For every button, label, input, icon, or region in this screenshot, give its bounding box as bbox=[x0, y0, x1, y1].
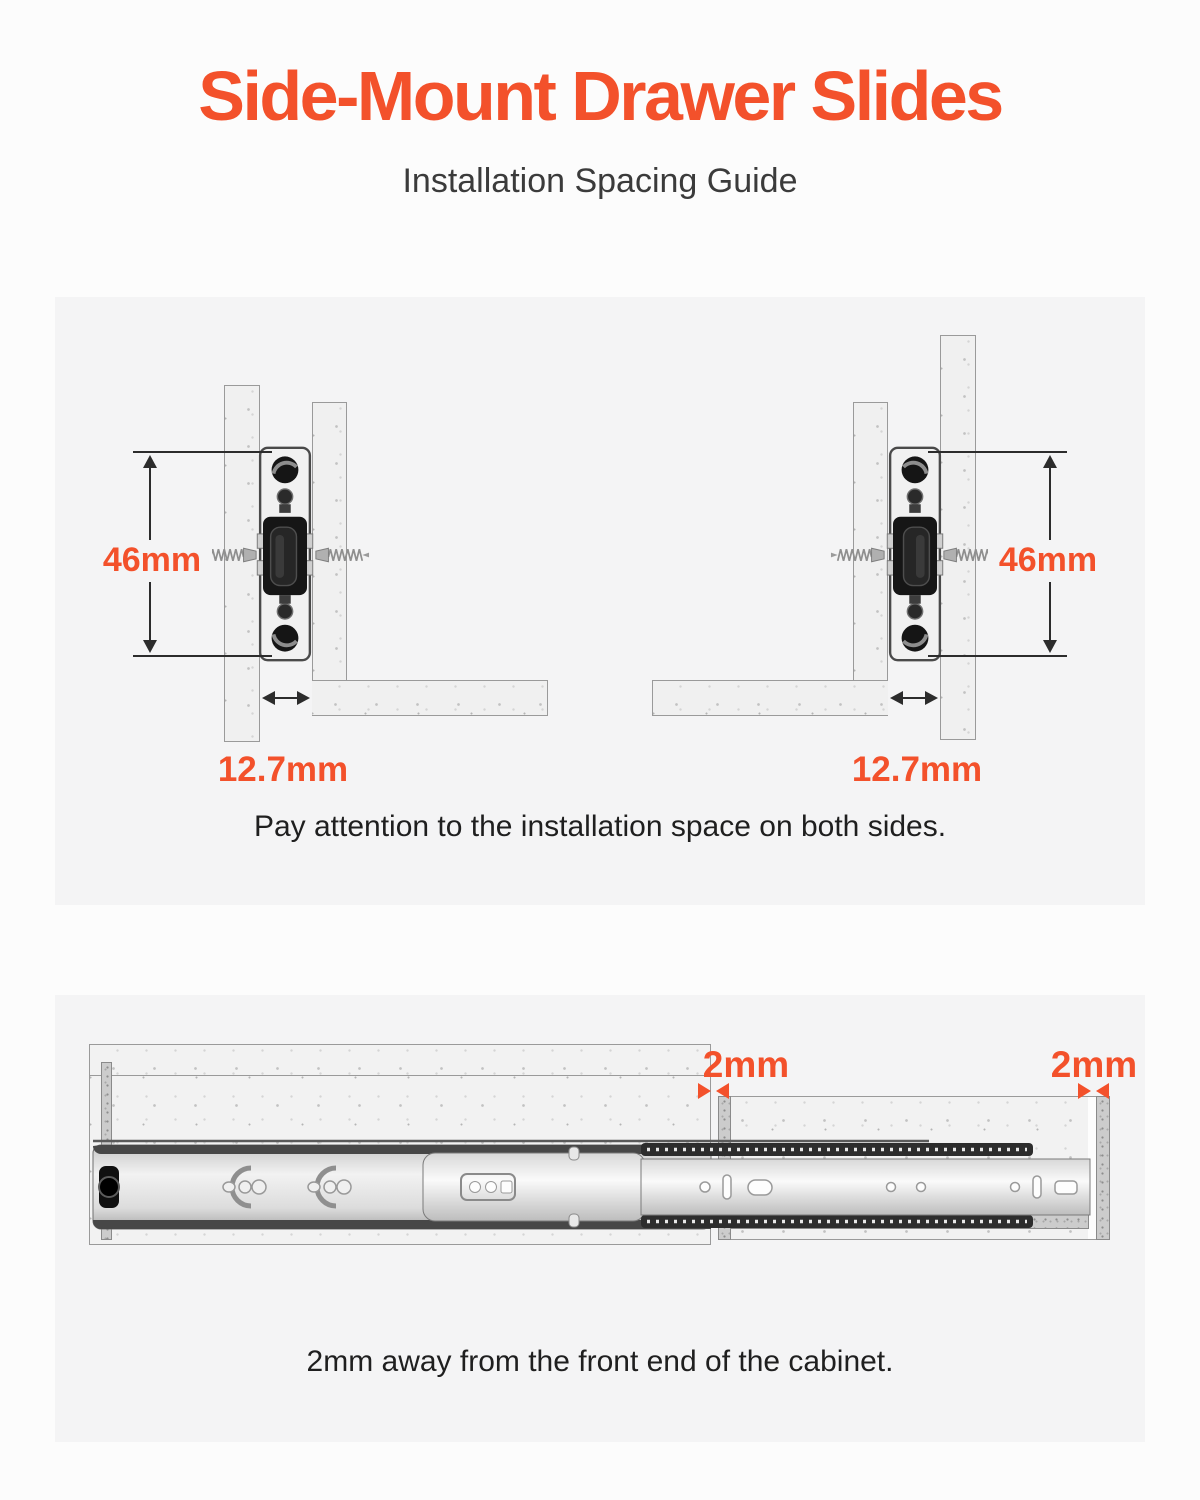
page-subtitle: Installation Spacing Guide bbox=[402, 162, 798, 200]
height-dimension-label: 46mm bbox=[92, 540, 212, 582]
extension-line-bottom bbox=[133, 655, 272, 657]
arrowhead-down-icon bbox=[1043, 640, 1057, 653]
arrowhead-down-icon bbox=[143, 640, 157, 653]
extension-line-bottom bbox=[928, 655, 1067, 657]
drawer-slide-extended bbox=[93, 1136, 1092, 1236]
arrowhead-left-icon bbox=[262, 691, 275, 705]
cabinet-inner-line bbox=[90, 1075, 710, 1076]
arrowhead-right-icon bbox=[925, 691, 938, 705]
arrowhead-right-icon bbox=[297, 691, 310, 705]
extension-line-top bbox=[928, 451, 1067, 453]
mounting-screw-icon bbox=[312, 546, 370, 564]
gap-dimension-label: 12.7mm bbox=[851, 750, 983, 789]
drawer-bottom-panel bbox=[312, 680, 548, 716]
drawer-slide-cross-section bbox=[886, 444, 944, 664]
front-offset-panel-caption: 2mm away from the front end of the cabinet. bbox=[306, 1345, 894, 1378]
drawer-bottom-panel bbox=[652, 680, 888, 716]
arrowhead-up-icon bbox=[143, 455, 157, 468]
height-dimension-label: 46mm bbox=[988, 540, 1108, 582]
gap-dimension-12.7mm bbox=[891, 691, 937, 705]
gap-arrow-right-icon bbox=[1078, 1083, 1091, 1099]
mounting-screw-icon bbox=[830, 546, 888, 564]
gap-arrow-left-icon bbox=[716, 1083, 729, 1099]
gap-arrow-left-icon bbox=[1096, 1083, 1109, 1099]
cabinet-side-panel bbox=[940, 335, 976, 740]
drawer-slide-cross-section bbox=[256, 444, 314, 664]
page-title: Side-Mount Drawer Slides bbox=[198, 57, 1002, 135]
arrowhead-up-icon bbox=[1043, 455, 1057, 468]
gap-dimension-label: 12.7mm bbox=[217, 750, 349, 789]
front-gap-label: 2mm bbox=[1050, 1044, 1138, 1085]
gap-dimension-12.7mm bbox=[263, 691, 309, 705]
gap-arrow-right-icon bbox=[698, 1083, 711, 1099]
drawer-front-strip bbox=[1096, 1096, 1110, 1240]
arrowhead-left-icon bbox=[890, 691, 903, 705]
extension-line-top bbox=[133, 451, 272, 453]
front-gap-label: 2mm bbox=[702, 1044, 790, 1085]
spacing-panel-caption: Pay attention to the installation space on both sides. bbox=[253, 810, 947, 843]
